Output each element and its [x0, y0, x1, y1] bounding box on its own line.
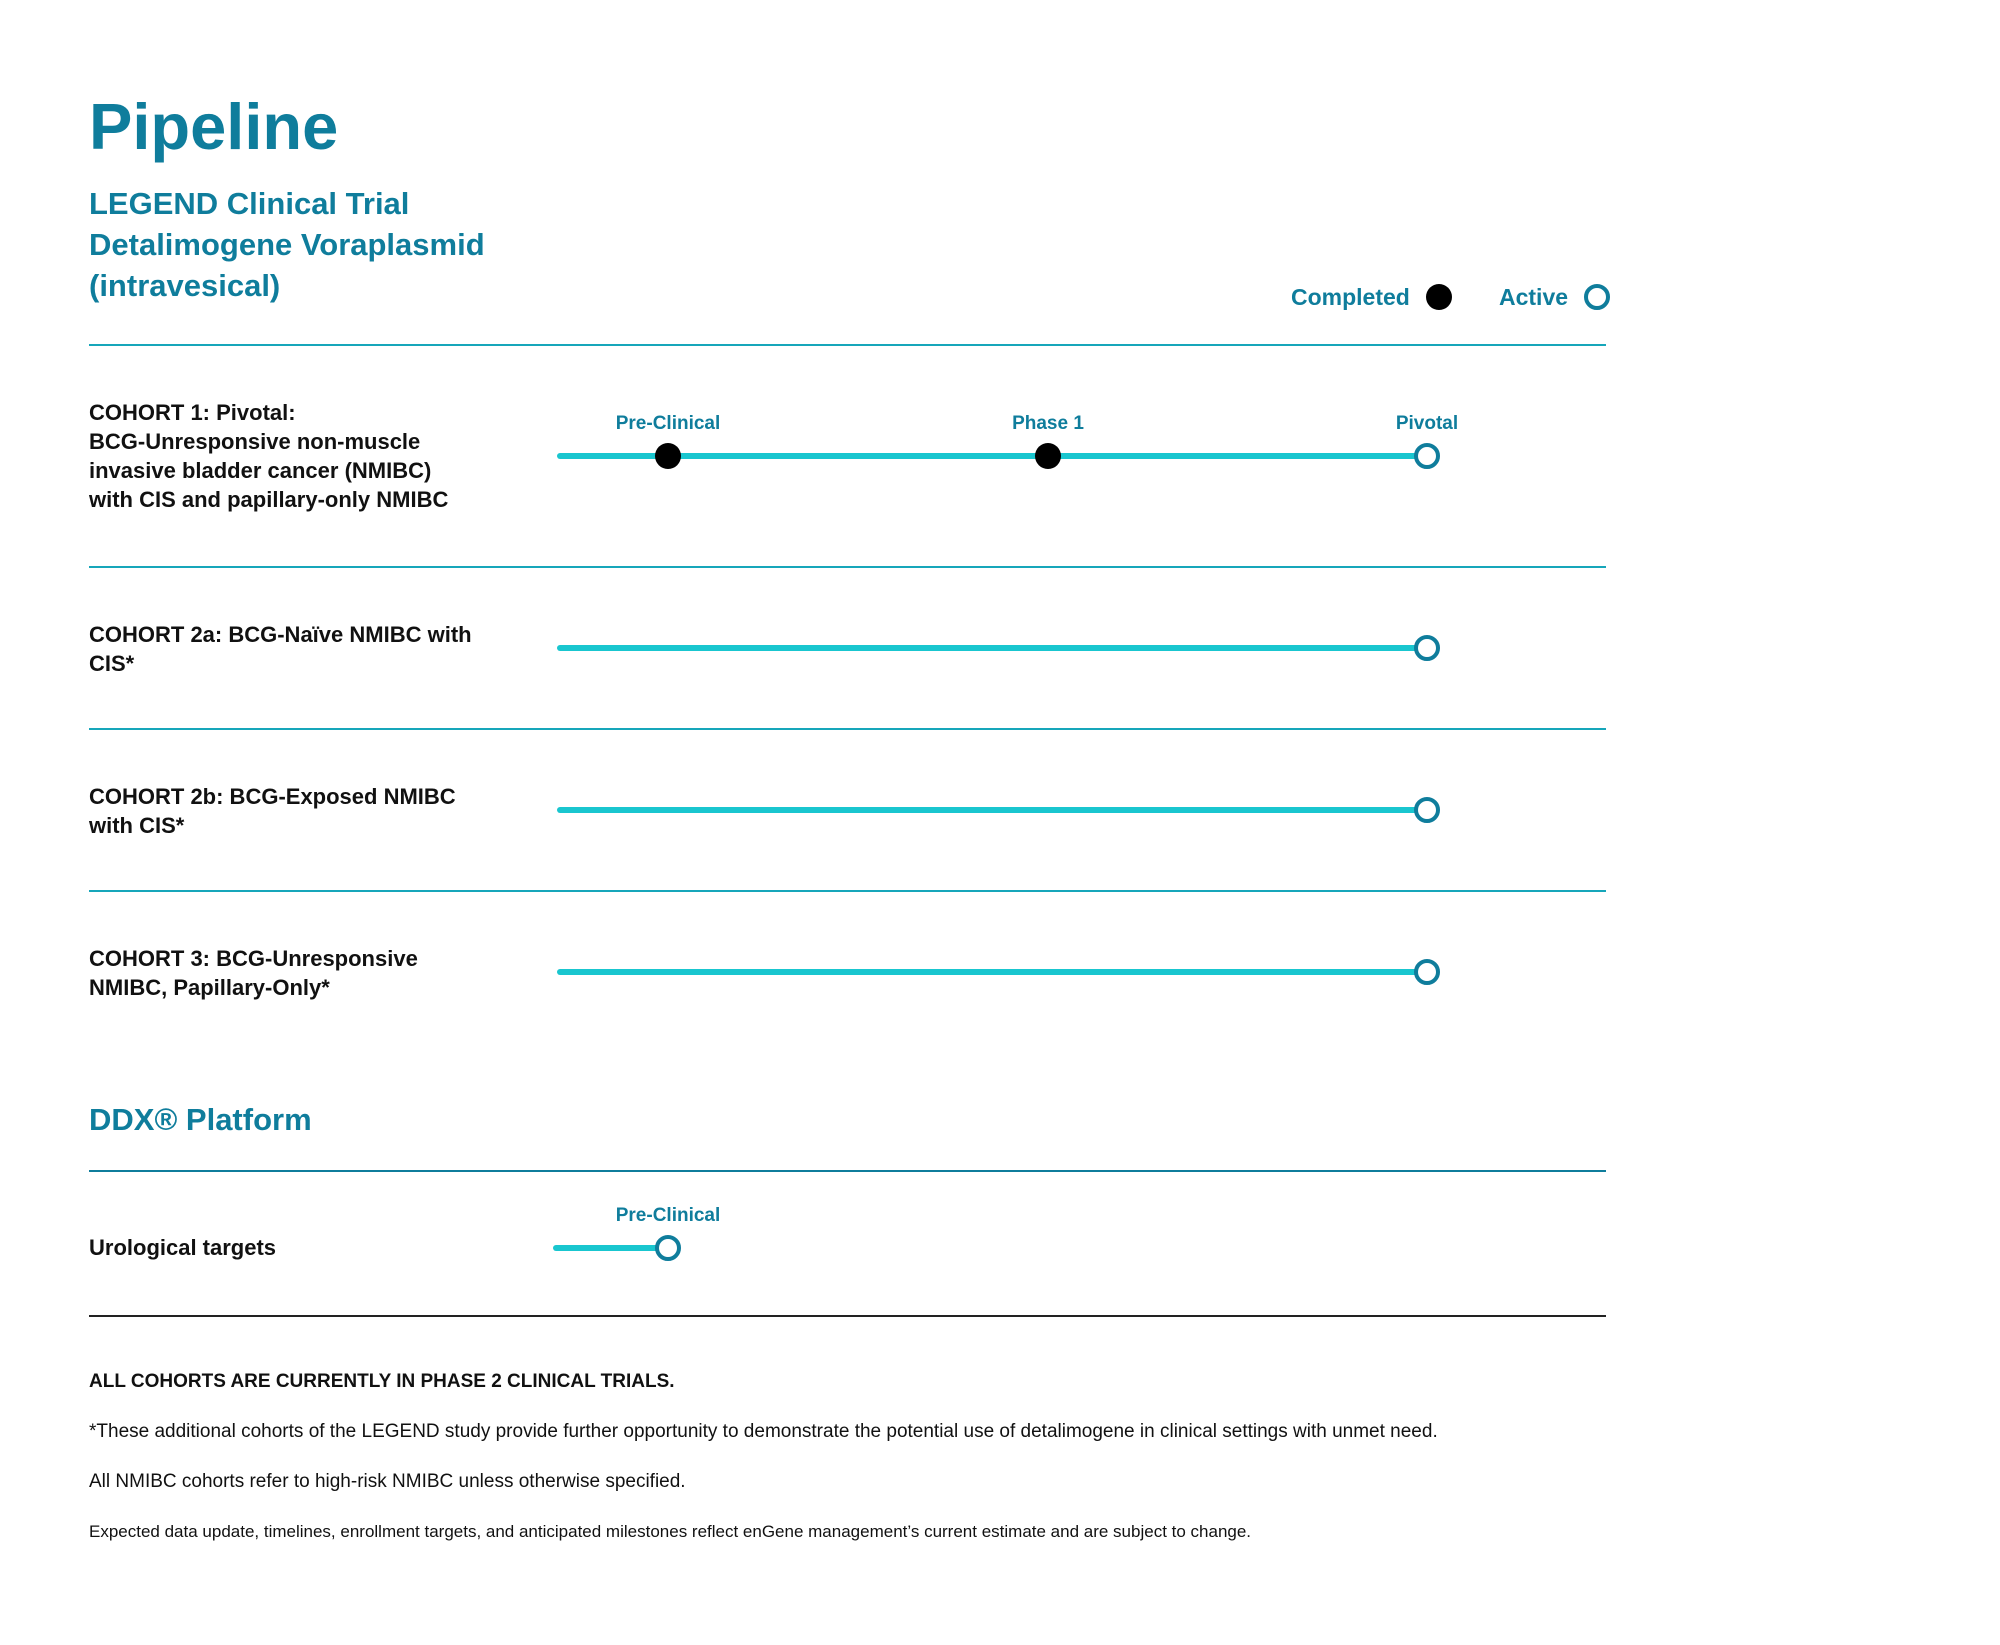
stage-label-preclinical: Pre-Clinical — [615, 1205, 721, 1226]
cohort-2b-progress-track — [557, 807, 1427, 813]
header-divider — [89, 344, 1606, 346]
cohort-label-line: COHORT 1: Pivotal: — [89, 400, 296, 425]
cohort-label-line: COHORT 2b: BCG-Exposed NMIBC — [89, 784, 456, 809]
stage-label-phase1: Phase 1 — [1012, 413, 1084, 434]
cohort-label-line: NMIBC, Papillary-Only* — [89, 975, 330, 1000]
disclaimer: Expected data update, timelines, enrollment targets, and anticipated milestones reflect enGene management’s current estimate and are subject to change. — [89, 1522, 1252, 1541]
legend-active-label: Active — [1499, 283, 1569, 310]
active-node-icon — [1414, 959, 1440, 985]
cohort-2b-label — [89, 782, 529, 840]
asterisk-note: *These additional cohorts of the LEGEND study provide further opportunity to demonstrate the potential use of detalimogene in clinical settings with unmet need. — [89, 1421, 1438, 1442]
active-circle-icon — [1584, 284, 1610, 310]
row-divider — [89, 890, 1606, 892]
platform-title: DDX® Platform — [89, 1102, 312, 1137]
platform-divider — [89, 1170, 1606, 1172]
subtitle-line: Detalimogene Voraplasmid — [89, 227, 485, 262]
stage-label-pivotal: Pivotal — [1395, 413, 1459, 434]
completed-node-icon — [655, 443, 681, 469]
footer-divider — [89, 1315, 1606, 1317]
cohort-2a-progress-track — [557, 645, 1427, 651]
completed-node-icon — [1035, 443, 1061, 469]
cohort-2a-label — [89, 620, 529, 678]
cohort-1-progress-track — [557, 453, 1427, 459]
active-node-icon — [655, 1235, 681, 1261]
page-subtitle — [89, 183, 485, 306]
cohort-label-line: invasive bladder cancer (NMIBC) — [89, 458, 432, 483]
cohort-label-line: CIS* — [89, 651, 135, 676]
platform-progress-track — [553, 1245, 668, 1251]
platform-row-label: Urological targets — [89, 1235, 277, 1260]
cohort-label-line: BCG-Unresponsive non-muscle — [89, 429, 421, 454]
legend-completed — [1291, 279, 1452, 315]
cohort-label-line: with CIS* — [89, 813, 185, 838]
legend-active — [1499, 279, 1610, 315]
subtitle-line: LEGEND Clinical Trial — [89, 186, 410, 221]
active-node-icon — [1414, 635, 1440, 661]
active-node-icon — [1414, 797, 1440, 823]
cohort-label-line: with CIS and papillary-only NMIBC — [89, 487, 449, 512]
completed-dot-icon — [1426, 284, 1452, 310]
nmibc-note: All NMIBC cohorts refer to high-risk NMIBC unless otherwise specified. — [89, 1471, 686, 1492]
cohort-label-line: COHORT 2a: BCG-Naïve NMIBC with — [89, 622, 472, 647]
cohort-3-progress-track — [557, 969, 1427, 975]
cohort-1-label — [89, 398, 529, 514]
active-node-icon — [1414, 443, 1440, 469]
cohort-label-line: COHORT 3: BCG-Unresponsive — [89, 946, 418, 971]
stage-label-preclinical: Pre-Clinical — [615, 413, 721, 434]
phase-note: ALL COHORTS ARE CURRENTLY IN PHASE 2 CLINICAL TRIALS. — [89, 1371, 675, 1392]
legend-completed-label: Completed — [1291, 283, 1410, 310]
cohort-3-label — [89, 944, 529, 1002]
row-divider — [89, 728, 1606, 730]
subtitle-line: (intravesical) — [89, 268, 281, 303]
page-title: Pipeline — [89, 90, 339, 163]
row-divider — [89, 566, 1606, 568]
